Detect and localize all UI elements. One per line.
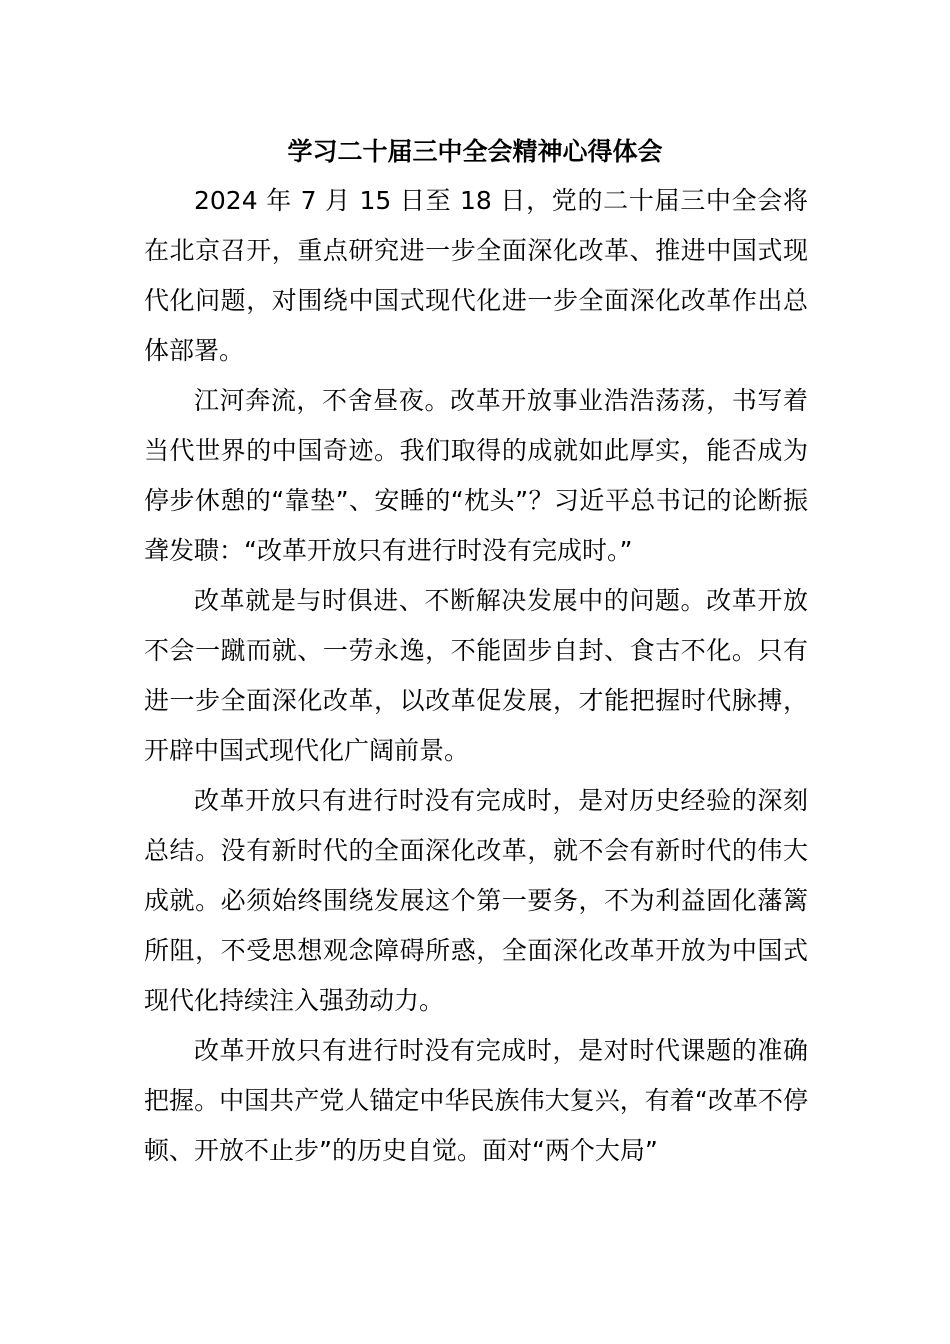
paragraph-3: 改革就是与时俱进、不断解决发展中的问题。改革开放不会一蹴而就、一劳永逸，不能固步自封、食古不化。只有进一步全面深化改革，以改革促发展，才能把握时代脉搏，开辟中国式现代化广阔前景。 [144,586,808,765]
document-body [144,176,808,1176]
document-title: 学习二十届三中全会精神心得体会 [287,137,663,166]
paragraph-2: 江河奔流，不舍昼夜。改革开放事业浩浩荡荡，书写着当代世界的中国奇迹。我们取得的成就如此厚实，能否成为停步休憩的“靠垫”、安睡的“枕头”？习近平总书记的论断振聋发聩：“改革开放只有进行时没有完成时。” [144,386,808,565]
paragraph-4: 改革开放只有进行时没有完成时，是对历史经验的深刻总结。没有新时代的全面深化改革，就不会有新时代的伟大成就。必须始终围绕发展这个第一要务，不为利益固化藩篱所阻，不受思想观念障碍所惑，全面深化改革开放为中国式现代化持续注入强劲动力。 [144,786,808,1015]
paragraph-1: 2024 年 7 月 15 日至 18 日，党的二十届三中全会将在北京召开，重点研究进一步全面深化改革、推进中国式现代化问题，对围绕中国式现代化进一步全面深化改革作出总体部署。 [144,186,808,365]
paragraph-5: 改革开放只有进行时没有完成时，是对时代课题的准确把握。中国共产党人锚定中华民族伟大复兴，有着“改革不停顿、开放不止步”的历史自觉。面对“两个大局” [144,1036,808,1165]
